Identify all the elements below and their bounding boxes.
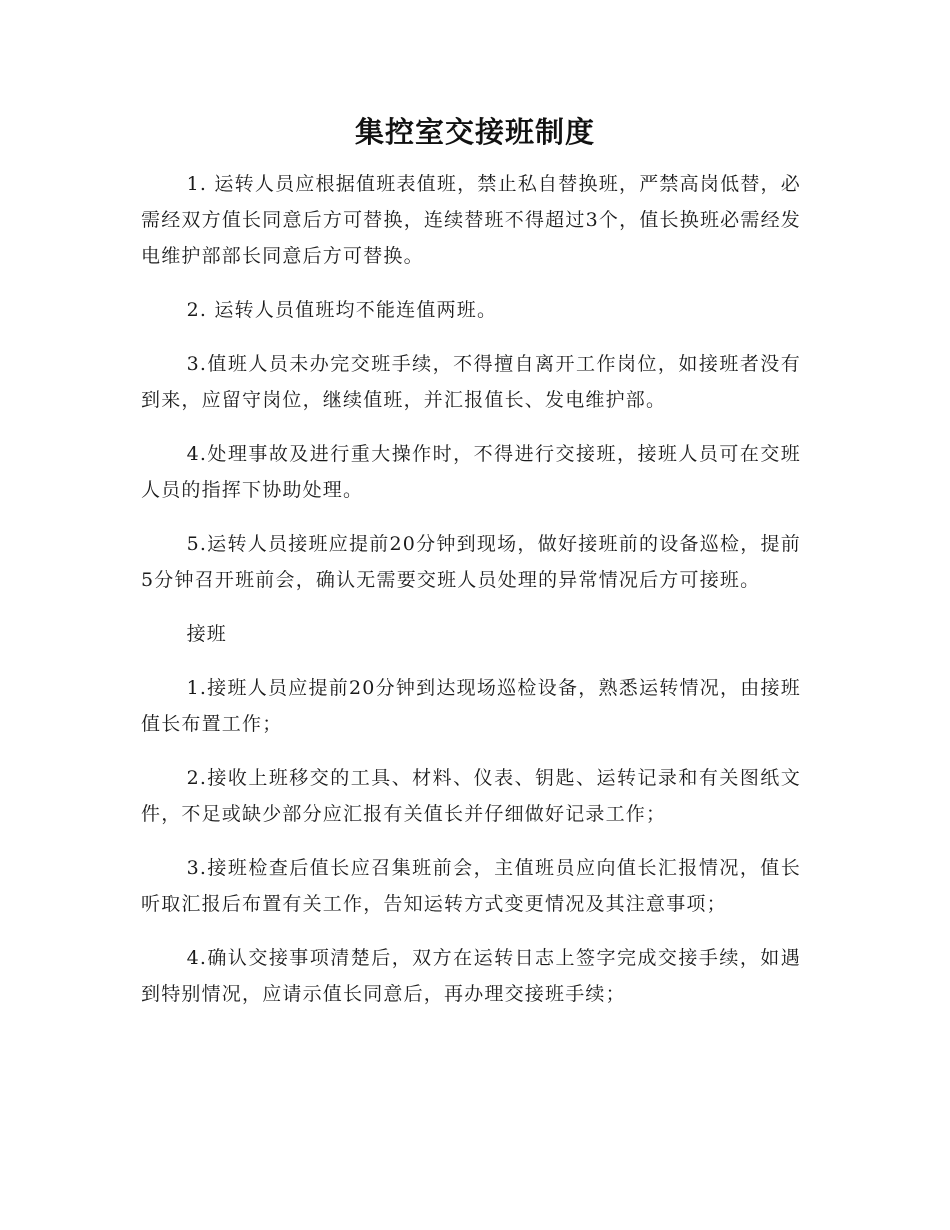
document-title: 集控室交接班制度 <box>354 115 595 149</box>
section-heading-jieban: 接班 <box>186 623 227 645</box>
document-body <box>141 166 801 1030</box>
paragraph-rule-1: 1. 运转人员应根据值班表值班，禁止私自替换班，严禁高岗低替，必需经双方值长同意后方可替换，连续替班不得超过3个，值长换班必需经发电维护部部长同意后方可替换。 <box>141 173 801 267</box>
paragraph-rule-5: 5.运转人员接班应提前20分钟到现场，做好接班前的设备巡检，提前5分钟召开班前会，确认无需要交班人员处理的异常情况后方可接班。 <box>141 533 801 591</box>
paragraph-rule-2: 2. 运转人员值班均不能连值两班。 <box>186 299 498 321</box>
paragraph-jieban-1: 1.接班人员应提前20分钟到达现场巡检设备，熟悉运转情况，由接班值长布置工作； <box>141 677 801 735</box>
paragraph-jieban-3: 3.接班检查后值长应召集班前会，主值班员应向值长汇报情况，值长听取汇报后布置有关工作，告知运转方式变更情况及其注意事项； <box>141 857 801 915</box>
paragraph-rule-4: 4.处理事故及进行重大操作时，不得进行交接班，接班人员可在交班人员的指挥下协助处理。 <box>141 443 801 501</box>
paragraph-jieban-2: 2.接收上班移交的工具、材料、仪表、钥匙、运转记录和有关图纸文件，不足或缺少部分应汇报有关值长并仔细做好记录工作； <box>141 767 801 825</box>
paragraph-jieban-4: 4.确认交接事项清楚后，双方在运转日志上签字完成交接手续，如遇到特别情况，应请示值长同意后，再办理交接班手续； <box>141 947 801 1005</box>
paragraph-rule-3: 3.值班人员未办完交班手续，不得擅自离开工作岗位，如接班者没有到来，应留守岗位，继续值班，并汇报值长、发电维护部。 <box>141 353 801 411</box>
